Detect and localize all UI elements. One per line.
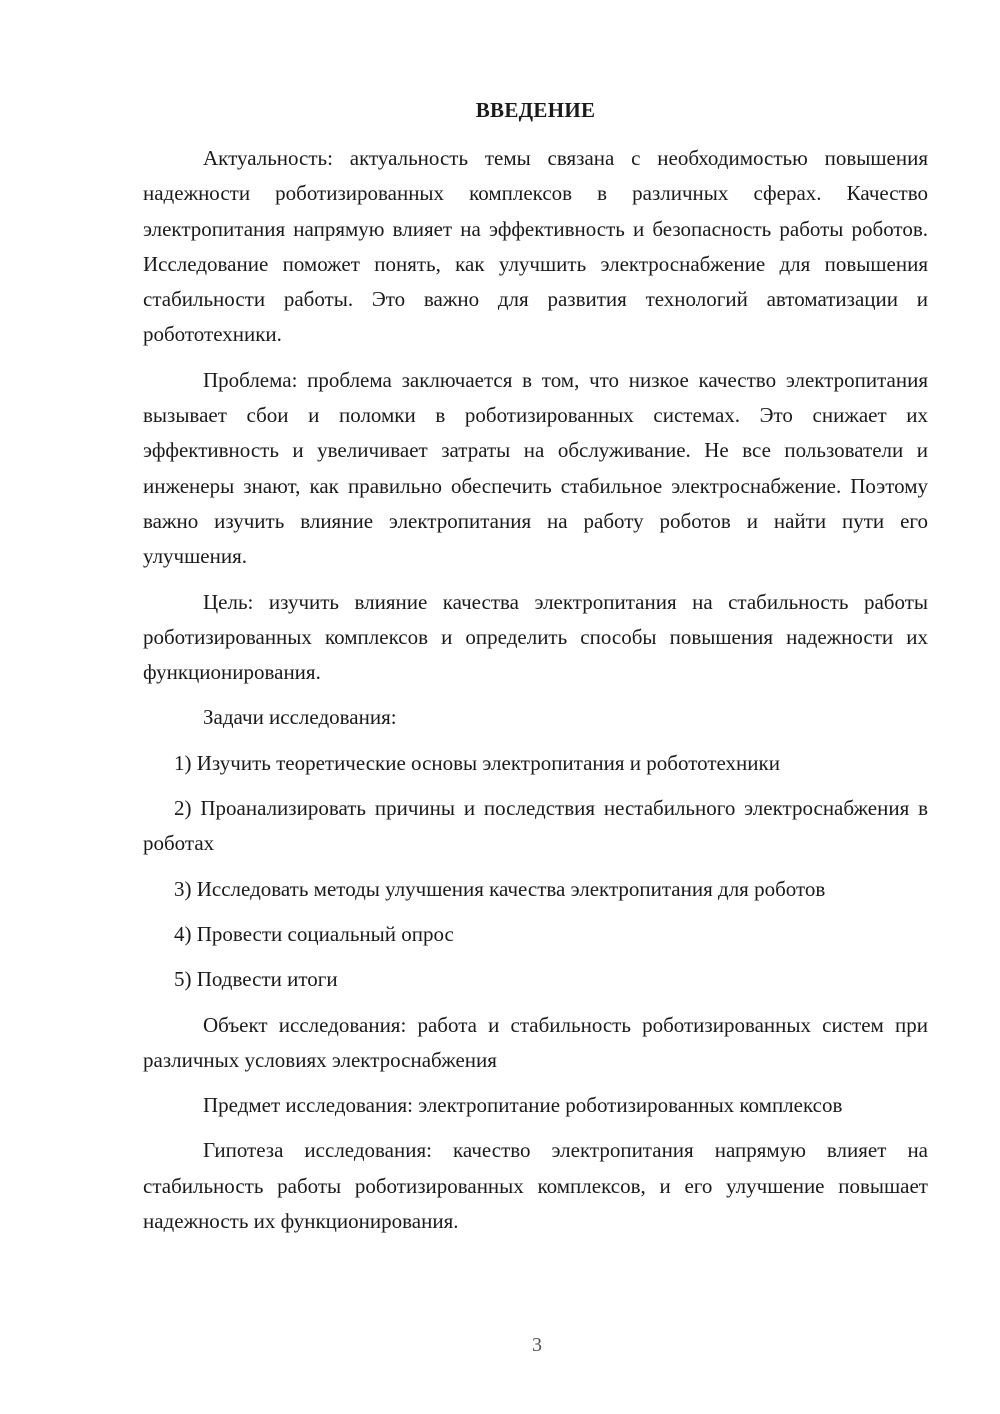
paragraph-subject: Предмет исследования: электропитание роботизированных комплексов <box>203 1093 843 1118</box>
task-item: 3) Исследовать методы улучшения качества электропитания для роботов <box>174 876 826 901</box>
paragraph-relevance: Актуальность: актуальность темы связана с необходимостью повышения надежности роботизированных комплексов в различных сферах. Качество электропитания напрямую влияет на эффективность и безопасность работы роботов. Исследование поможет понять, как улучшить электроснабжение для повышения стабильности работы. Это важно для развития технологий автоматизации и робототехники. <box>143 146 928 347</box>
page-title: ВВЕДЕНИЕ <box>475 98 596 122</box>
page-number: 3 <box>532 1334 542 1356</box>
task-item: 4) Провести социальный опрос <box>174 921 454 946</box>
paragraph-problem: Проблема: проблема заключается в том, что низкое качество электропитания вызывает сбои и поломки в роботизированных системах. Это снижает их эффективность и увеличивает затраты на обслуживание. Не все пользователи и инженеры знают, как правильно обеспечить стабильное электроснабжение. Поэтому важно изучить влияние электропитания на работу роботов и найти пути его улучшения. <box>143 367 928 569</box>
tasks-heading: Задачи исследования: <box>203 705 397 730</box>
document-page <box>143 95 928 1249</box>
task-item: 5) Подвести итоги <box>174 967 338 992</box>
paragraph-object: Объект исследования: работа и стабильность роботизированных систем при различных условиях электроснабжения <box>143 1012 928 1072</box>
paragraph-hypothesis: Гипотеза исследования: качество электропитания напрямую влияет на стабильность работы роботизированных комплексов, и его улучшение повышает надежность их функционирования. <box>143 1138 928 1234</box>
task-item: 2) Проанализировать причины и последствия нестабильного электроснабжения в роботах <box>143 796 928 856</box>
task-item: 1) Изучить теоретические основы электропитания и робототехники <box>174 750 780 775</box>
paragraph-goal: Цель: изучить влияние качества электропитания на стабильность работы роботизированных комплексов и определить способы повышения надежности их функционирования. <box>143 589 928 685</box>
